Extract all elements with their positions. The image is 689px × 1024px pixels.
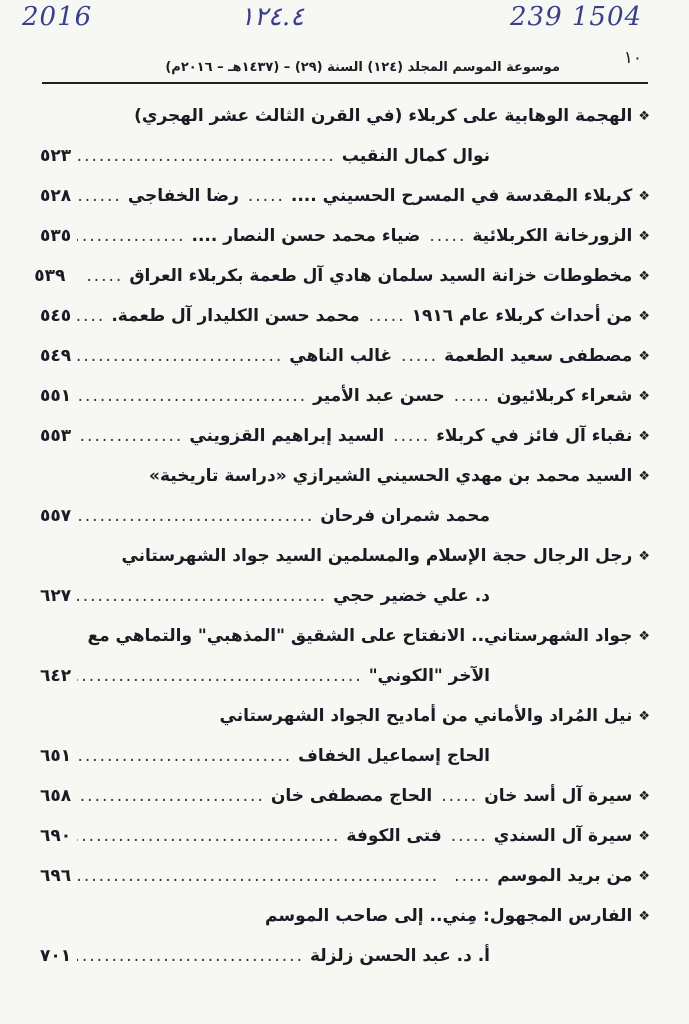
leader-dots <box>77 186 122 206</box>
leader-dots <box>83 266 123 286</box>
toc-entry-author-row <box>40 740 650 780</box>
leader-dots <box>77 666 363 686</box>
toc-entry-author: الحاج مصطفى خان <box>270 786 433 806</box>
toc-entry-author: الآخر "الكوني" <box>368 666 490 686</box>
toc-entry-page: ٥٤٥ <box>40 306 72 326</box>
toc-entry-page: ٦٥١ <box>40 746 72 766</box>
bullet-icon: ❖ <box>638 308 650 324</box>
toc-entry-author-row <box>40 940 650 980</box>
toc-entry-title: جواد الشهرستاني.. الانفتاح على الشقيق "المذهبي" والتماهي مع <box>87 626 633 646</box>
leader-dots <box>77 826 340 846</box>
toc-entry-title-row <box>40 700 650 740</box>
toc-entry-author-row <box>40 580 650 620</box>
toc-entry-page: ٥٣٩ <box>34 266 66 286</box>
toc-entry-title-row <box>40 540 650 580</box>
leader-dots <box>451 866 491 886</box>
bullet-icon: ❖ <box>638 348 650 364</box>
toc-entry <box>40 300 650 340</box>
leader-dots <box>77 506 314 526</box>
toc-entry-title: من بريد الموسم <box>497 866 633 886</box>
leader-dots <box>426 226 466 246</box>
leader-dots <box>448 826 488 846</box>
toc-entry-page: ٥٥٣ <box>40 426 72 446</box>
toc-entry-page: ٥٣٥ <box>40 226 72 246</box>
leader-dots <box>77 586 327 606</box>
bullet-icon: ❖ <box>638 908 650 924</box>
toc-entry-author-row <box>40 140 650 180</box>
toc-entry-page: ٥٢٣ <box>40 146 72 166</box>
toc-entry <box>40 820 650 860</box>
page-number: ١٠ <box>623 48 642 68</box>
toc-entry-title: الهجمة الوهابية على كربلاء (في القرن الثالث عشر الهجري) <box>134 106 633 126</box>
leader-dots <box>366 306 406 326</box>
bullet-icon: ❖ <box>638 828 650 844</box>
toc-entry-page: ٧٠١ <box>40 946 72 966</box>
toc-entry-page: ٦٢٧ <box>40 586 72 606</box>
bullet-icon: ❖ <box>638 228 650 244</box>
leader-dots <box>77 226 185 246</box>
bullet-icon: ❖ <box>638 188 650 204</box>
toc-entry-author: محمد حسن الكليدار آل طعمة. <box>111 306 360 326</box>
toc-entry-title: الفارس المجهول: مِني.. إلى صاحب الموسم <box>265 906 633 926</box>
toc-entry-page: ٦٩٠ <box>40 826 72 846</box>
handwritten-catalog-number: 239 1504 <box>510 2 643 32</box>
toc-entry-title: مخطوطات خزانة السيد سلمان هادي آل طعمة بكربلاء العراق <box>129 266 633 286</box>
toc-entry-title-row <box>40 100 650 140</box>
toc-entry-page: ٥٤٩ <box>40 346 72 366</box>
leader-dots <box>77 346 283 366</box>
toc-entry-author: غالب الناهي <box>289 346 393 366</box>
bullet-icon: ❖ <box>638 268 650 284</box>
toc-entry-title: رجل الرجال حجة الإسلام والمسلمين السيد جواد الشهرستاني <box>121 546 633 566</box>
leader-dots <box>398 346 438 366</box>
bullet-icon: ❖ <box>638 388 650 404</box>
toc-entry-author: الحاج إسماعيل الخفاف <box>298 746 490 766</box>
toc-entry-title: السيد محمد بن مهدي الحسيني الشيرازي «دراسة تاريخية» <box>148 466 633 486</box>
toc-entry-title: نيل المُراد والأماني من أماديح الجواد الشهرستاني <box>219 706 633 726</box>
toc-entry-page: ٦٥٨ <box>40 786 72 806</box>
toc-entry-title: نقباء آل فائز في كربلاء <box>436 426 633 446</box>
toc-entry-author: محمد شمران فرحان <box>320 506 490 526</box>
leader-dots <box>77 426 183 446</box>
toc-entry-author: أ. د. عبد الحسن زلزلة <box>309 946 490 966</box>
toc-entry-page: ٥٥٧ <box>40 506 72 526</box>
leader-dots <box>77 746 292 766</box>
bullet-icon: ❖ <box>638 548 650 564</box>
toc-entry-title: سيرة آل السندي <box>493 826 633 846</box>
toc-entry <box>40 780 650 820</box>
leader-dots <box>451 386 491 406</box>
toc-entry-title: شعراء كربلائيون <box>496 386 633 406</box>
toc-entry-author: حسن عبد الأمير <box>313 386 445 406</box>
toc-entry <box>40 220 650 260</box>
leader-dots <box>77 306 105 326</box>
toc-entry-author: السيد إبراهيم القزويني <box>189 426 385 446</box>
bullet-icon: ❖ <box>638 428 650 444</box>
toc-entry-title: كربلاء المقدسة في المسرح الحسيني .... <box>290 186 633 206</box>
toc-entry-title-row <box>40 900 650 940</box>
toc-entry <box>40 340 650 380</box>
page-header <box>42 48 648 84</box>
handwritten-year: 2016 <box>22 2 93 32</box>
toc-entry <box>40 180 650 220</box>
toc-entry-title: من أحداث كربلاء عام ١٩١٦ <box>411 306 633 326</box>
leader-dots <box>77 946 304 966</box>
toc-entry-author: نوال كمال النقيب <box>341 146 490 166</box>
toc-entry-page: ٦٩٦ <box>40 866 72 886</box>
toc-entry-page: ٥٥١ <box>40 386 72 406</box>
bullet-icon: ❖ <box>638 468 650 484</box>
leader-dots <box>390 426 430 446</box>
bullet-icon: ❖ <box>638 788 650 804</box>
toc-entry-author: فتى الكوفة <box>346 826 442 846</box>
toc-entry-author-row <box>40 660 650 700</box>
leader-dots <box>77 146 336 166</box>
toc-entry-author: رضا الخفاجي <box>127 186 239 206</box>
bullet-icon: ❖ <box>638 868 650 884</box>
toc-entry <box>40 860 650 900</box>
leader-dots <box>77 386 307 406</box>
toc-entry-title: سيرة آل أسد خان <box>484 786 633 806</box>
table-of-contents <box>34 100 650 980</box>
leader-dots <box>77 866 439 886</box>
toc-entry-title-row <box>40 460 650 500</box>
bullet-icon: ❖ <box>638 108 650 124</box>
leader-dots <box>77 786 265 806</box>
toc-entry-page: ٥٢٨ <box>40 186 72 206</box>
toc-entry-page: ٦٤٢ <box>40 666 72 686</box>
leader-dots <box>245 186 285 206</box>
toc-entry <box>34 260 650 300</box>
toc-entry-author-row <box>40 500 650 540</box>
bullet-icon: ❖ <box>638 628 650 644</box>
toc-entry <box>40 420 650 460</box>
running-title: موسوعة الموسم المجلد (١٢٤) السنة (٢٩) – (١٤٣٧هـ – ٢٠١٦م) <box>165 60 560 75</box>
toc-entry-author: ضياء محمد حسن النصار .... <box>191 226 421 246</box>
toc-entry <box>40 380 650 420</box>
toc-entry-title: مصطفى سعيد الطعمة <box>444 346 633 366</box>
handwritten-volume: ١٢٤.٤ <box>240 2 305 32</box>
toc-entry-title: الزورخانة الكربلائية <box>472 226 633 246</box>
leader-dots <box>438 786 478 806</box>
bullet-icon: ❖ <box>638 708 650 724</box>
toc-entry-title-row <box>40 620 650 660</box>
toc-entry-author: د. علي خضير حجي <box>333 586 490 606</box>
